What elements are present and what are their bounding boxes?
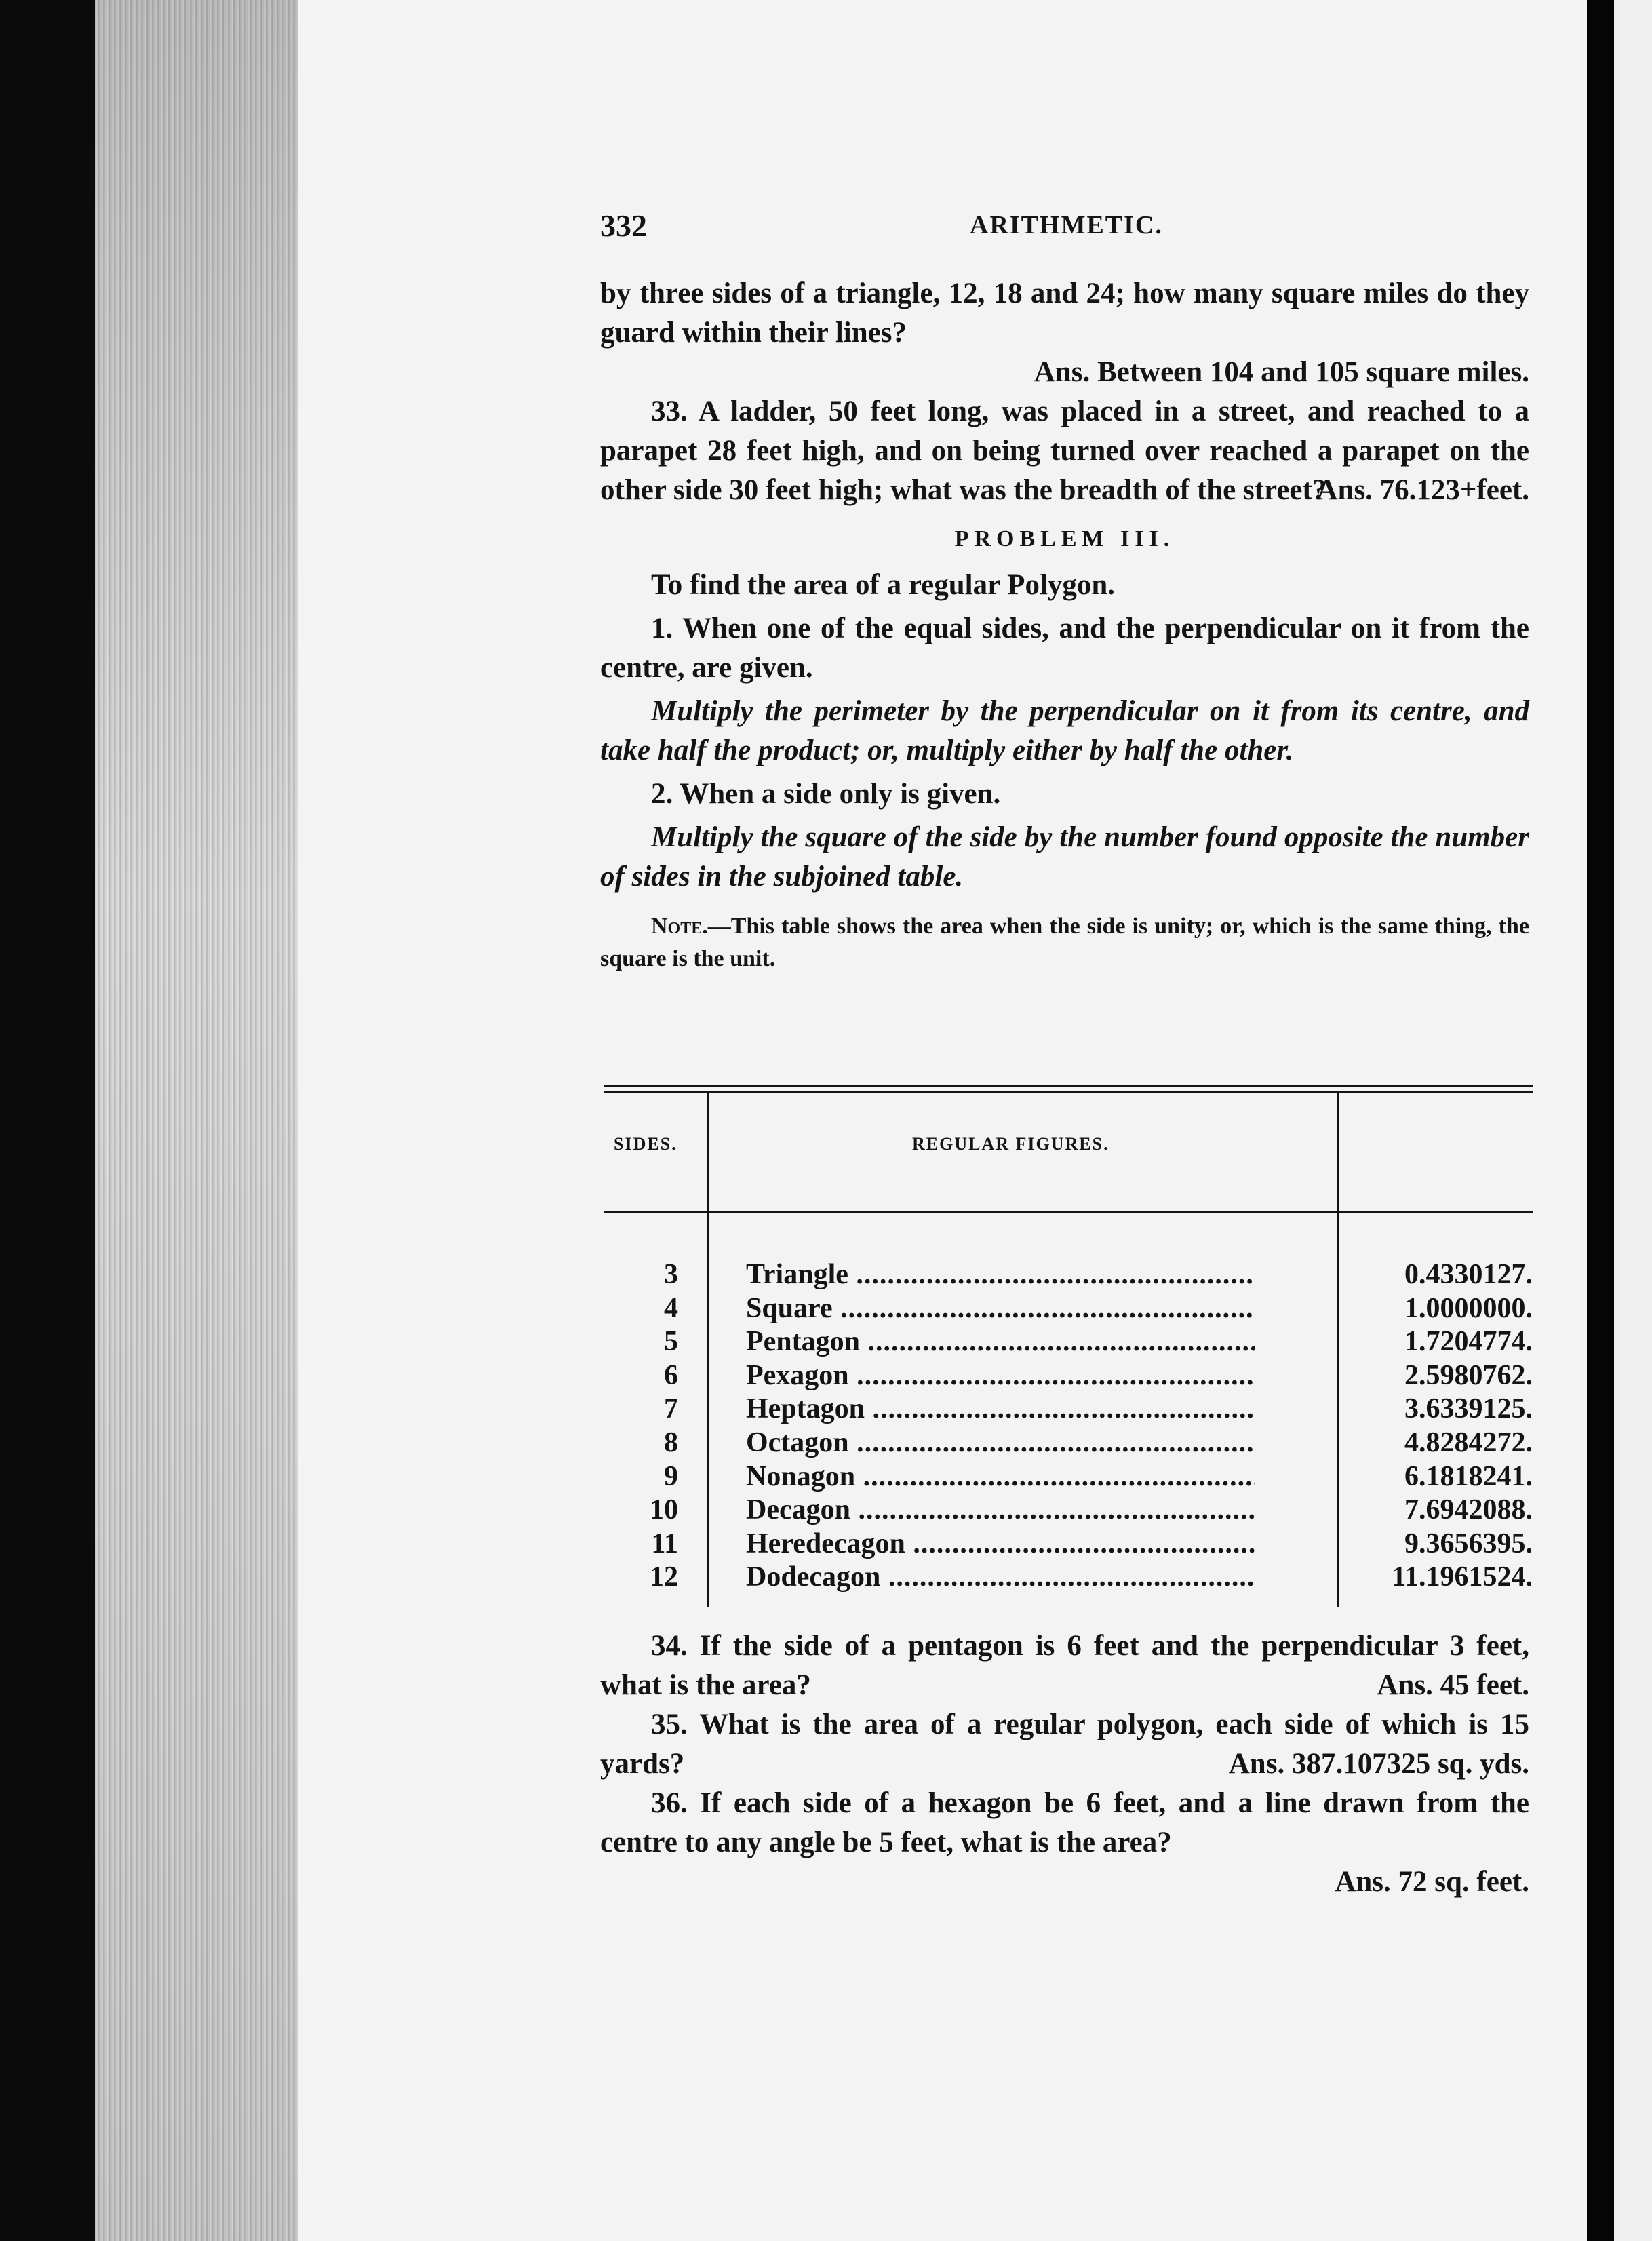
table-row <box>604 1292 1533 1326</box>
table-row <box>604 1426 1533 1460</box>
table-row <box>604 1258 1533 1292</box>
answer-35: Ans. 387.107325 sq. yds. <box>1228 1748 1529 1780</box>
question-33: 33. A ladder, 50 feet long, was placed in a street, and reached to a parapet 28 feet high, and on being turned over reached a parapet on the other side 30 feet high; what was the breadth of the street? <box>600 395 1529 506</box>
table-top-rule-thin <box>604 1091 1533 1093</box>
sides-cell: 4 <box>664 1292 678 1324</box>
question-36: 36. If each side of a hexagon be 6 feet, and a line drawn from the centre to any angle be 5 feet, what is the area? <box>600 1787 1529 1858</box>
col-header-figures: REGULAR FIGURES. <box>912 1134 1109 1154</box>
rule-1: Multiply the perimeter by the perpendicular on it from its centre, and take half the product; or, multiply either by half the other. <box>600 695 1529 766</box>
area-value-cell: 0.4330127. <box>1404 1259 1533 1290</box>
table-top-rule <box>604 1085 1533 1087</box>
note-text: —This table shows the area when the side is unity; or, which is the same thing, the square is the unit. <box>600 914 1529 971</box>
body-text-bottom <box>600 1626 1529 1902</box>
area-value-cell: 1.0000000. <box>1404 1292 1533 1324</box>
figure-name-cell: Triangle ..... <box>746 1258 1255 1292</box>
sides-cell: 11 <box>651 1527 678 1559</box>
answer-36: Ans. 72 sq. feet. <box>1335 1866 1529 1898</box>
table-row <box>604 1392 1533 1426</box>
rule-2: Multiply the square of the side by the number found opposite the number of sides in the subjoined table. <box>600 821 1529 893</box>
answer-34: Ans. 45 feet. <box>1377 1669 1529 1701</box>
table-body <box>604 1258 1533 1595</box>
table-row <box>604 1460 1533 1494</box>
figure-name-cell: Nonagon ..... <box>746 1460 1255 1494</box>
sides-cell: 7 <box>664 1393 678 1425</box>
note-lead: Note. <box>651 914 708 939</box>
table-row <box>604 1359 1533 1393</box>
figure-name-cell: Pexagon ..... <box>746 1359 1255 1393</box>
table-row <box>604 1561 1533 1595</box>
table-header-rule <box>604 1211 1533 1213</box>
case-1: 1. When one of the equal sides, and the perpendicular on it from the centre, are given. <box>600 612 1529 684</box>
figure-name-cell: Decagon ..... <box>746 1494 1255 1527</box>
adjacent-page-strip <box>1614 0 1652 2241</box>
figure-name-cell: Square ..... <box>746 1292 1255 1326</box>
area-value-cell: 11.1961524. <box>1392 1561 1533 1593</box>
answer-33: Ans. 76.123+feet. <box>1316 474 1529 506</box>
table-row <box>604 1494 1533 1527</box>
table-row <box>604 1325 1533 1359</box>
area-value-cell: 9.3656395. <box>1404 1527 1533 1559</box>
running-header <box>600 208 1529 248</box>
area-value-cell: 7.6942088. <box>1404 1494 1533 1526</box>
sides-cell: 9 <box>664 1460 678 1492</box>
area-value-cell: 1.7204774. <box>1404 1326 1533 1358</box>
question-32-continuation: by three sides of a triangle, 12, 18 and 24; how many square miles do they guard within their lines? <box>600 277 1529 349</box>
figure-name-cell: Pentagon ..... <box>746 1325 1255 1359</box>
sides-cell: 8 <box>664 1426 678 1458</box>
problem-heading: PROBLEM III. <box>954 526 1175 551</box>
page-number: 332 <box>600 208 647 243</box>
problem-intro: To find the area of a regular Polygon. <box>651 569 1116 601</box>
case-2: 2. When a side only is given. <box>651 778 1001 810</box>
sides-cell: 10 <box>650 1494 678 1526</box>
table-note <box>600 910 1529 975</box>
table-row <box>604 1527 1533 1561</box>
area-value-cell: 6.1818241. <box>1404 1460 1533 1492</box>
question-34: 34. If the side of a pentagon is 6 feet and the perpendicular 3 feet, what is the area? <box>600 1630 1529 1701</box>
figure-name-cell: Dodecagon ..... <box>746 1561 1255 1595</box>
col-header-sides: SIDES. <box>614 1134 677 1154</box>
sides-cell: 6 <box>664 1359 678 1391</box>
area-value-cell: 3.6339125. <box>1404 1393 1533 1425</box>
sides-cell: 3 <box>664 1259 678 1290</box>
running-title: ARITHMETIC. <box>970 211 1163 239</box>
figure-name-cell: Octagon ..... <box>746 1426 1255 1460</box>
area-value-cell: 2.5980762. <box>1404 1359 1533 1391</box>
body-text-top <box>600 274 1529 975</box>
figure-name-cell: Heptagon ..... <box>746 1392 1255 1426</box>
sides-cell: 5 <box>664 1326 678 1358</box>
figure-name-cell: Heredecagon ..... <box>746 1527 1255 1561</box>
polygon-area-table <box>604 1085 1533 1607</box>
area-value-cell: 4.8284272. <box>1404 1426 1533 1458</box>
question-35: 35. What is the area of a regular polygon, each side of which is 15 yards? <box>600 1709 1529 1780</box>
page-gutter <box>1587 0 1614 2241</box>
sides-cell: 12 <box>650 1561 678 1593</box>
answer-32: Ans. Between 104 and 105 square miles. <box>1034 356 1529 388</box>
page-edge-shadow <box>95 0 312 2241</box>
